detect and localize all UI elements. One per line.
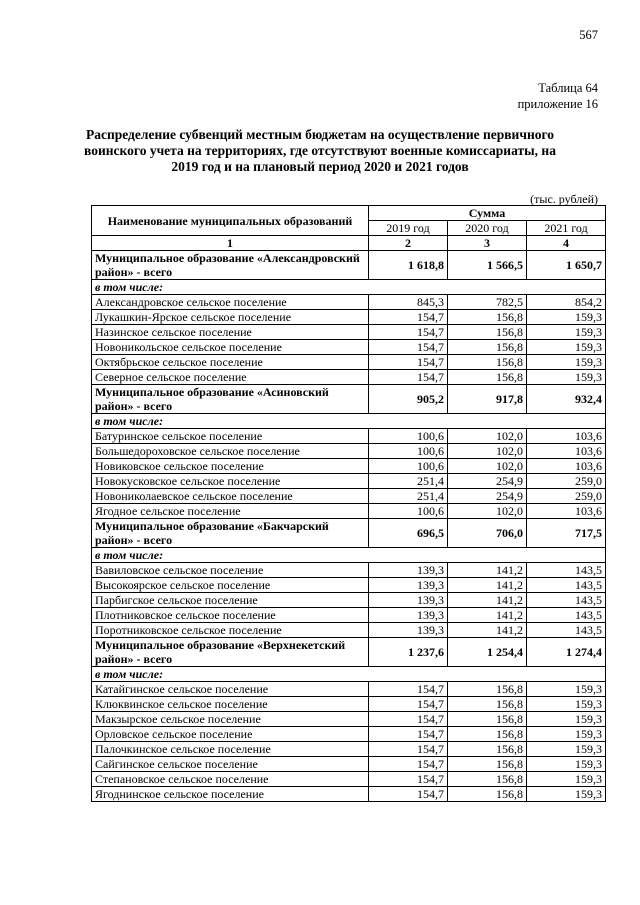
value-2020: 141,2 <box>448 578 527 593</box>
table-row <box>92 727 606 742</box>
settlement-name: Парбигское сельское поселение <box>92 593 369 608</box>
value-2021: 259,0 <box>527 474 606 489</box>
municipality-total-name: Муниципальное образование «Александровский район» - всего <box>92 251 369 280</box>
settlement-name: Батуринское сельское поселение <box>92 429 369 444</box>
value-2019: 696,5 <box>369 519 448 548</box>
value-2019: 154,7 <box>369 325 448 340</box>
value-2020: 156,8 <box>448 712 527 727</box>
value-2019: 845,3 <box>369 295 448 310</box>
value-2021: 159,3 <box>527 682 606 697</box>
value-2019: 154,7 <box>369 787 448 802</box>
column-number-2: 2 <box>369 236 448 251</box>
table-row <box>92 340 606 355</box>
value-2019: 154,7 <box>369 340 448 355</box>
value-2020: 141,2 <box>448 593 527 608</box>
value-2021: 103,6 <box>527 429 606 444</box>
table-row <box>92 667 606 682</box>
header-name: Наименование муниципальных образований <box>92 206 369 236</box>
settlement-name: Ягоднинское сельское поселение <box>92 787 369 802</box>
value-2019: 154,7 <box>369 355 448 370</box>
value-2020: 706,0 <box>448 519 527 548</box>
value-2020: 254,9 <box>448 474 527 489</box>
value-2019: 100,6 <box>369 504 448 519</box>
value-2019: 1 618,8 <box>369 251 448 280</box>
settlement-name: Новокусковское сельское поселение <box>92 474 369 489</box>
settlement-name: Северное сельское поселение <box>92 370 369 385</box>
table-row <box>92 578 606 593</box>
table-row <box>92 772 606 787</box>
table-label: Таблица 64 <box>538 81 598 95</box>
settlement-name: Ягодное сельское поселение <box>92 504 369 519</box>
column-number-1: 1 <box>92 236 369 251</box>
table-row <box>92 623 606 638</box>
value-2019: 100,6 <box>369 429 448 444</box>
value-2019: 139,3 <box>369 608 448 623</box>
municipality-total-name: Муниципальное образование «Верхнекетский район» - всего <box>92 638 369 667</box>
table-row <box>92 697 606 712</box>
value-2019: 100,6 <box>369 444 448 459</box>
value-2021: 103,6 <box>527 459 606 474</box>
table-row <box>92 459 606 474</box>
table-row <box>92 251 606 280</box>
including-label: в том числе: <box>92 414 606 429</box>
value-2019: 154,7 <box>369 757 448 772</box>
including-label: в том числе: <box>92 280 606 295</box>
value-2020: 102,0 <box>448 504 527 519</box>
value-2021: 143,5 <box>527 623 606 638</box>
settlement-name: Александровское сельское поселение <box>92 295 369 310</box>
table-row <box>92 489 606 504</box>
value-2019: 139,3 <box>369 563 448 578</box>
value-2020: 156,8 <box>448 682 527 697</box>
value-2021: 103,6 <box>527 444 606 459</box>
value-2020: 1 566,5 <box>448 251 527 280</box>
settlement-name: Плотниковское сельское поселение <box>92 608 369 623</box>
settlement-name: Новониколаевское сельское поселение <box>92 489 369 504</box>
value-2019: 154,7 <box>369 310 448 325</box>
value-2020: 156,8 <box>448 370 527 385</box>
table-row <box>92 742 606 757</box>
table-row <box>92 712 606 727</box>
value-2020: 156,8 <box>448 310 527 325</box>
page-number: 567 <box>579 28 598 42</box>
value-2019: 154,7 <box>369 742 448 757</box>
value-2019: 905,2 <box>369 385 448 414</box>
settlement-name: Вавиловское сельское поселение <box>92 563 369 578</box>
settlement-name: Степановское сельское поселение <box>92 772 369 787</box>
value-2020: 782,5 <box>448 295 527 310</box>
value-2021: 159,3 <box>527 325 606 340</box>
value-2020: 156,8 <box>448 787 527 802</box>
value-2021: 159,3 <box>527 355 606 370</box>
including-label: в том числе: <box>92 667 606 682</box>
value-2019: 139,3 <box>369 623 448 638</box>
settlement-name: Октябрьское сельское поселение <box>92 355 369 370</box>
settlement-name: Клюквинское сельское поселение <box>92 697 369 712</box>
table-row <box>92 519 606 548</box>
value-2021: 854,2 <box>527 295 606 310</box>
settlement-name: Новоникольское сельское поселение <box>92 340 369 355</box>
value-2021: 143,5 <box>527 563 606 578</box>
value-2019: 154,7 <box>369 772 448 787</box>
value-2020: 156,8 <box>448 340 527 355</box>
settlement-name: Палочкинское сельское поселение <box>92 742 369 757</box>
column-number-3: 3 <box>448 236 527 251</box>
value-2021: 159,3 <box>527 757 606 772</box>
settlement-name: Поротниковское сельское поселение <box>92 623 369 638</box>
value-2021: 103,6 <box>527 504 606 519</box>
value-2020: 1 254,4 <box>448 638 527 667</box>
settlement-name: Сайгинское сельское поселение <box>92 757 369 772</box>
value-2020: 156,8 <box>448 355 527 370</box>
table-row <box>92 370 606 385</box>
value-2020: 141,2 <box>448 608 527 623</box>
value-2021: 143,5 <box>527 578 606 593</box>
table-row <box>92 682 606 697</box>
value-2021: 1 650,7 <box>527 251 606 280</box>
value-2021: 1 274,4 <box>527 638 606 667</box>
value-2019: 154,7 <box>369 727 448 742</box>
value-2019: 154,7 <box>369 697 448 712</box>
value-2019: 154,7 <box>369 370 448 385</box>
header-sum: Сумма <box>369 206 606 221</box>
document-title: Распределение субвенций местным бюджетам на осуществление первичного воинского учета на территориях, где отсутствуют военные комиссариаты, на 2019 год и на плановый период 2020 и 2021 годов <box>84 127 556 174</box>
header-2020: 2020 год <box>448 221 527 236</box>
header-2021: 2021 год <box>527 221 606 236</box>
settlement-name: Назинское сельское поселение <box>92 325 369 340</box>
value-2021: 143,5 <box>527 593 606 608</box>
value-2019: 1 237,6 <box>369 638 448 667</box>
table-row <box>92 385 606 414</box>
value-2021: 159,3 <box>527 787 606 802</box>
settlement-name: Новиковское сельское поселение <box>92 459 369 474</box>
value-2020: 102,0 <box>448 444 527 459</box>
value-2020: 141,2 <box>448 623 527 638</box>
value-2019: 251,4 <box>369 489 448 504</box>
including-label: в том числе: <box>92 548 606 563</box>
value-2020: 156,8 <box>448 757 527 772</box>
value-2020: 102,0 <box>448 459 527 474</box>
value-2019: 154,7 <box>369 682 448 697</box>
value-2021: 159,3 <box>527 712 606 727</box>
settlement-name: Большедороховское сельское поселение <box>92 444 369 459</box>
value-2021: 143,5 <box>527 608 606 623</box>
value-2021: 717,5 <box>527 519 606 548</box>
value-2021: 159,3 <box>527 772 606 787</box>
appendix-label: приложение 16 <box>517 97 598 111</box>
settlement-name: Макзырское сельское поселение <box>92 712 369 727</box>
table-row <box>92 787 606 802</box>
value-2019: 154,7 <box>369 712 448 727</box>
header-2019: 2019 год <box>369 221 448 236</box>
table-row <box>92 295 606 310</box>
table-caption <box>518 80 598 112</box>
table-row <box>92 414 606 429</box>
table-row <box>92 474 606 489</box>
table-row <box>92 444 606 459</box>
value-2020: 156,8 <box>448 325 527 340</box>
value-2021: 159,3 <box>527 310 606 325</box>
settlement-name: Высокоярское сельское поселение <box>92 578 369 593</box>
settlement-name: Орловское сельское поселение <box>92 727 369 742</box>
column-number-4: 4 <box>527 236 606 251</box>
table-body <box>92 251 606 802</box>
table-row <box>92 548 606 563</box>
value-2020: 102,0 <box>448 429 527 444</box>
value-2020: 156,8 <box>448 727 527 742</box>
value-2020: 917,8 <box>448 385 527 414</box>
value-2019: 139,3 <box>369 578 448 593</box>
value-2020: 254,9 <box>448 489 527 504</box>
table-row <box>92 757 606 772</box>
table-row <box>92 608 606 623</box>
value-2021: 159,3 <box>527 340 606 355</box>
value-2021: 159,3 <box>527 370 606 385</box>
municipality-total-name: Муниципальное образование «Асиновский район» - всего <box>92 385 369 414</box>
value-2019: 139,3 <box>369 593 448 608</box>
value-2020: 141,2 <box>448 563 527 578</box>
value-2021: 159,3 <box>527 697 606 712</box>
value-2019: 100,6 <box>369 459 448 474</box>
table-row <box>92 310 606 325</box>
value-2020: 156,8 <box>448 742 527 757</box>
table-row <box>92 280 606 295</box>
units-label: (тыс. рублей) <box>530 192 598 206</box>
value-2020: 156,8 <box>448 697 527 712</box>
municipality-total-name: Муниципальное образование «Бакчарский район» - всего <box>92 519 369 548</box>
table-row <box>92 325 606 340</box>
table-row <box>92 563 606 578</box>
table-row <box>92 504 606 519</box>
settlement-name: Лукашкин-Ярское сельское поселение <box>92 310 369 325</box>
table-row <box>92 355 606 370</box>
value-2021: 159,3 <box>527 742 606 757</box>
value-2020: 156,8 <box>448 772 527 787</box>
value-2021: 159,3 <box>527 727 606 742</box>
value-2021: 932,4 <box>527 385 606 414</box>
value-2019: 251,4 <box>369 474 448 489</box>
subsidy-table <box>91 205 606 802</box>
settlement-name: Катайгинское сельское поселение <box>92 682 369 697</box>
value-2021: 259,0 <box>527 489 606 504</box>
table-row <box>92 638 606 667</box>
table-row <box>92 429 606 444</box>
table-row <box>92 593 606 608</box>
